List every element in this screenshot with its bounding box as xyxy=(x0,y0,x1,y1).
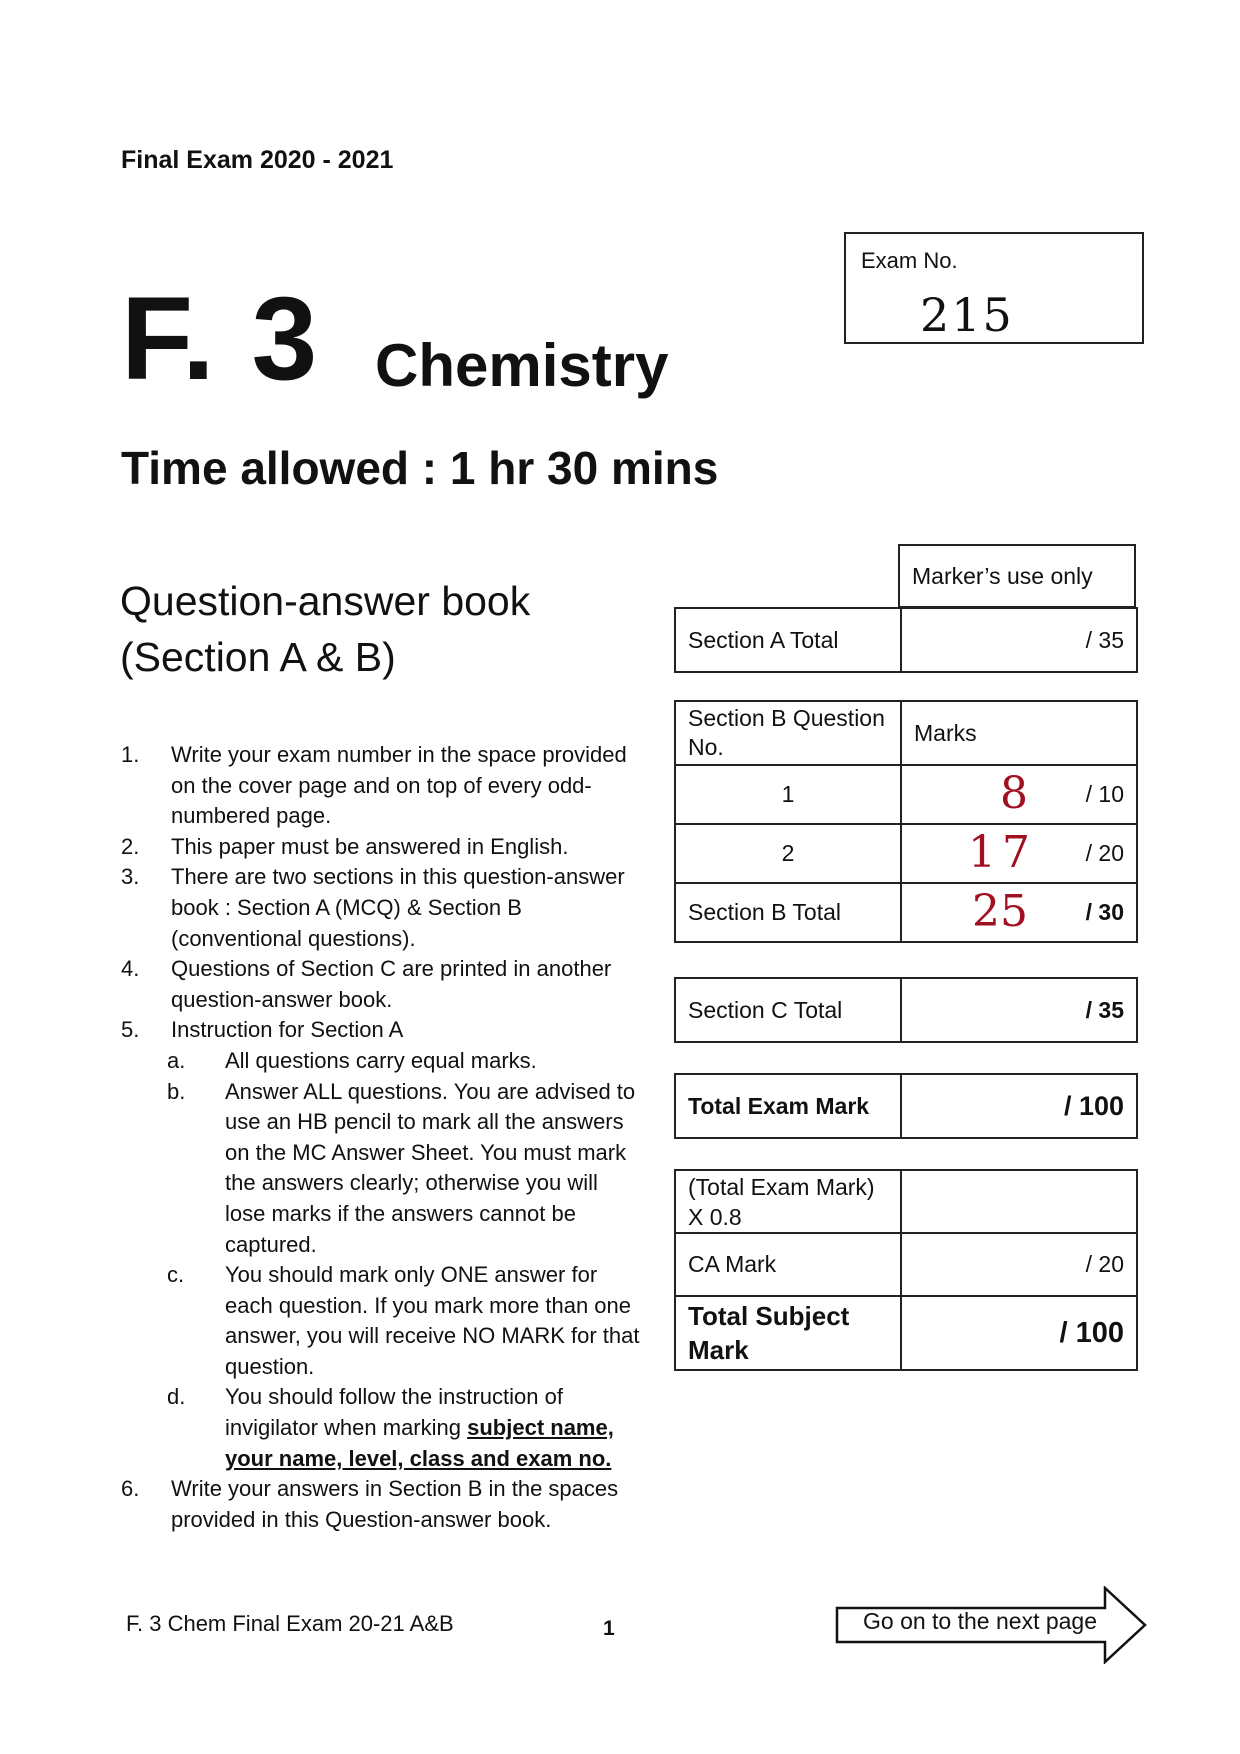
sub-list-item xyxy=(121,1077,641,1261)
section-c-label: Section C Total xyxy=(675,978,901,1042)
awarded-mark: 8 xyxy=(1000,768,1028,819)
sub-list-text: You should mark only ONE answer for each question. If you mark more than one answer, you will receive NO MARK for that question. xyxy=(225,1262,640,1379)
sub-list-text: Answer ALL questions. You are advised to use an HB pencil to mark all the answers on the MC Answer Sheet. You must mark the answers clearly; otherwise you will lose marks if the answers cannot be captured. xyxy=(225,1078,636,1257)
question-number: 2 xyxy=(675,824,901,883)
max-mark: / 20 xyxy=(1085,840,1124,866)
exam-number-box xyxy=(844,232,1144,344)
section-b-row xyxy=(675,824,1137,883)
exam-number-value: 215 xyxy=(920,288,1014,342)
total-subject-label: Total Subject Mark xyxy=(675,1296,901,1370)
sub-list-letter: c. xyxy=(167,1262,185,1288)
section-b-marks-header: Marks xyxy=(901,701,1137,765)
book-title-line1: Question-answer book xyxy=(120,578,531,624)
section-b-row xyxy=(675,765,1137,824)
section-c-table xyxy=(674,977,1138,1043)
weighted-value xyxy=(901,1170,1137,1233)
list-number: 2. xyxy=(121,833,140,859)
list-text: This paper must be answered in English. xyxy=(171,833,569,859)
list-item xyxy=(121,954,641,1015)
section-a-max: / 35 xyxy=(901,608,1137,672)
total-exam-label: Total Exam Mark xyxy=(675,1074,901,1138)
max-mark: / 10 xyxy=(1085,781,1124,807)
section-b-table xyxy=(674,700,1138,943)
page-number: 1 xyxy=(603,1617,615,1640)
list-number: 6. xyxy=(121,1476,140,1502)
marking-emphasis: subject name, your name, level, class and exam no. xyxy=(225,1415,614,1471)
list-number: 3. xyxy=(121,864,140,890)
sub-list-item xyxy=(121,1046,641,1077)
instructions-list xyxy=(121,740,641,1535)
marker-header-table xyxy=(898,544,1136,608)
exam-header: Final Exam 2020 - 2021 xyxy=(121,146,394,174)
mark-cell xyxy=(901,824,1137,883)
section-a-label: Section A Total xyxy=(675,608,901,672)
marker-use-only: Marker’s use only xyxy=(899,545,1135,607)
book-title-line2: (Section A & B) xyxy=(120,634,396,680)
total-subject-max: / 100 xyxy=(901,1296,1137,1370)
section-b-total-max: / 30 xyxy=(1085,899,1124,925)
list-number: 5. xyxy=(121,1017,140,1043)
section-b-qno-header: Section B Question No. xyxy=(675,701,901,765)
sub-list-letter: a. xyxy=(167,1047,186,1073)
list-number: 4. xyxy=(121,956,140,982)
list-item xyxy=(121,1015,641,1046)
list-item xyxy=(121,862,641,954)
list-text: Instruction for Section A xyxy=(171,1017,404,1043)
mark-cell xyxy=(901,765,1137,824)
list-text: There are two sections in this question-answer book : Section A (MCQ) & Section B (conventional questions). xyxy=(171,864,625,951)
subject-title: Chemistry xyxy=(375,332,669,399)
next-page-text: Go on to the next page xyxy=(863,1608,1098,1634)
section-b-total-mark: 25 xyxy=(972,886,1028,937)
level-title: F. 3 xyxy=(121,273,320,405)
sub-list-item xyxy=(121,1260,641,1382)
time-allowed: Time allowed : 1 hr 30 mins xyxy=(121,442,719,494)
sub-list-item xyxy=(121,1382,641,1474)
next-page-arrow xyxy=(835,1586,1147,1669)
list-number: 1. xyxy=(121,742,140,767)
awarded-mark: 17 xyxy=(968,827,1036,878)
ca-mark-label: CA Mark xyxy=(675,1233,901,1296)
section-c-max: / 35 xyxy=(901,978,1137,1042)
final-mark-table xyxy=(674,1169,1138,1371)
sub-list-text: All questions carry equal marks. xyxy=(225,1047,537,1073)
list-item xyxy=(121,740,641,832)
weighted-label: (Total Exam Mark) X 0.8 xyxy=(675,1170,901,1233)
list-text: Write your exam number in the space provided on the cover page and on top of every odd-numbered page. xyxy=(171,742,627,829)
section-b-total-label: Section B Total xyxy=(675,883,901,942)
question-number: 1 xyxy=(675,765,901,824)
sub-list-letter: b. xyxy=(167,1078,186,1104)
ca-mark-max: / 20 xyxy=(901,1233,1137,1296)
total-exam-table xyxy=(674,1073,1138,1139)
list-text: Questions of Section C are printed in another question-answer book. xyxy=(171,956,612,1012)
total-exam-max: / 100 xyxy=(901,1074,1137,1138)
section-a-table xyxy=(674,607,1138,673)
section-b-total-cell xyxy=(901,883,1137,942)
list-item xyxy=(121,832,641,863)
sub-list-letter: d. xyxy=(167,1384,186,1410)
sub-list-text: You should follow the instruction of invigilator when marking xyxy=(225,1384,563,1441)
list-text: Write your answers in Section B in the spaces provided in this Question-answer book. xyxy=(171,1476,619,1532)
footer-exam-code: F. 3 Chem Final Exam 20-21 A&B xyxy=(126,1611,454,1636)
book-title xyxy=(120,573,530,685)
list-item xyxy=(121,1474,641,1535)
exam-number-label: Exam No. xyxy=(861,248,958,273)
